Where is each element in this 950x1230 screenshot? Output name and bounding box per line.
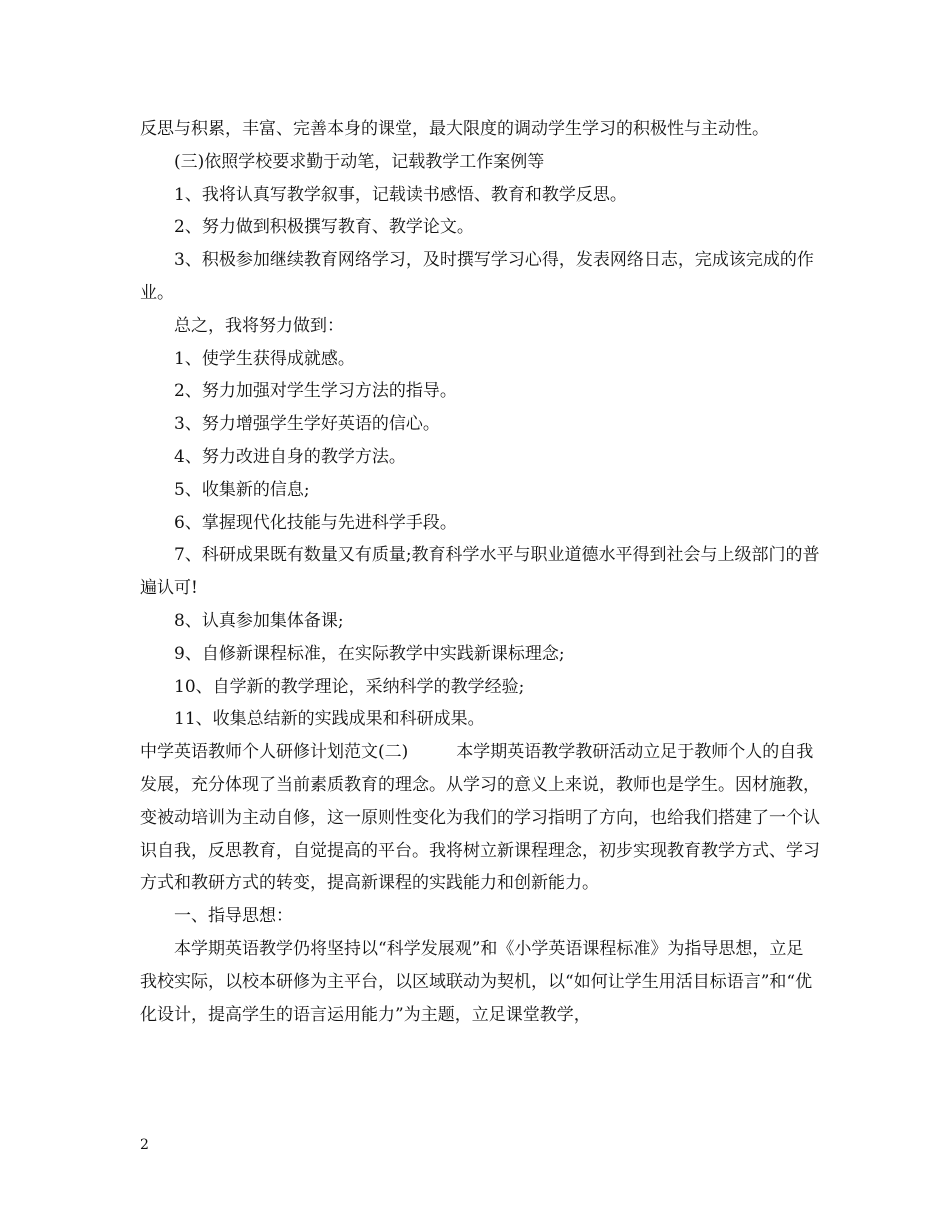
summary-heading: 总之，我将努力做到：: [174, 315, 344, 336]
page-number: 2: [140, 1137, 149, 1153]
document-body: [140, 113, 820, 1031]
goal-item-11: 11、收集总结新的实践成果和科研成果。: [174, 709, 485, 730]
goal-item-1: 1、使学生获得成就感。: [174, 348, 355, 369]
list-item-1: 1、我将认真写教学叙事，记载读书感悟、教育和教学反思。: [174, 184, 627, 205]
section-two-paragraph: [140, 736, 820, 900]
goal-item-6: 6、掌握现代化技能与先进科学手段。: [174, 512, 457, 533]
goal-item-8: 8、认真参加集体备课;: [174, 610, 344, 631]
goal-item-4: 4、努力改进自身的教学方法。: [174, 446, 406, 467]
section-title: 中学英语教师个人研修计划范文(二): [140, 742, 409, 763]
list-item-2: 2、努力做到积极撰写教育、教学论文。: [174, 217, 474, 238]
goal-item-7: 7、科研成果既有数量又有质量;教育科学水平与职业道德水平得到社会与上级部门的普遍认可!: [140, 545, 820, 599]
paragraph-section-three: (三)依照学校要求勤于动笔，记载教学工作案例等: [174, 151, 545, 172]
goal-item-9: 9、自修新课程标准，在实际教学中实践新课标理念;: [174, 643, 565, 664]
goal-item-2: 2、努力加强对学生学习方法的指导。: [174, 381, 457, 402]
guiding-heading: 一、指导思想：: [174, 906, 293, 927]
goal-item-5: 5、收集新的信息;: [174, 479, 310, 500]
goal-item-10: 10、自学新的教学理论，采纳科学的教学经验;: [174, 676, 525, 697]
section-intro: 本学期英语教学教研活动立足于教师个人的自我发展，充分体现了当前素质教育的理念。从学习的意义上来说，教师也是学生。因材施教，变被动培训为主动自修，这一原则性变化为我们的学习指明了方向，也给我们搭建了一个认识自我，反思教育，自觉提高的平台。我将树立新课程理念，初步实现教育教学方式、学习方式和教研方式的转变，提高新课程的实践能力和创新能力。: [140, 742, 820, 894]
paragraph-reflection: 反思与积累，丰富、完善本身的课堂，最大限度的调动学生学习的积极性与主动性。: [140, 119, 769, 139]
guiding-text: 本学期英语教学仍将坚持以“科学发展观”和《小学英语课程标准》为指导思想，立足我校实际，以校本研修为主平台，以区域联动为契机，以“如何让学生用活目标语言”和“优化设计，提高学生的语言运用能力”为主题，立足课堂教学，: [140, 938, 813, 1025]
goal-item-3: 3、努力增强学生学好英语的信心。: [174, 414, 440, 435]
list-item-3: 3、积极参加继续教育网络学习，及时撰写学习心得，发表网络日志，完成该完成的作业。: [140, 250, 814, 303]
